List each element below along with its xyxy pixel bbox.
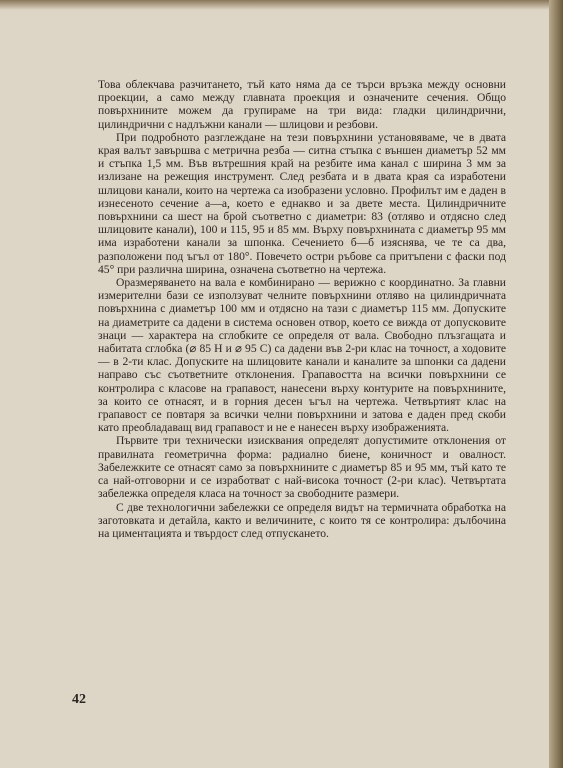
paragraph: Това облекчава разчитането, тъй като няма да се търси връзка между основни проекции, а само между главната проекция и означените сечения. Общо повърхнините можем да групираме на три вида: гладки цилиндрични, цилиндрични с надлъжни канали — шлицови и резбови. [98,78,506,131]
paragraph: Оразмеряването на вала е комбинирано — верижно с координатно. За главни измерителни бази се използуват челните повърхнини отляво на цилиндричната повърхнина с диаметър 100 мм и отдясно на тази с диаметър 115 мм. Допуските на диаметрите са дадени в система основен отвор, което се вижда от допусковите знаци — характера на сглобките се определя от вала. Свободно плъзгащата и набитата сглобка (⌀ 85 H и ⌀ 95 C) са дадени във 2-ри клас на точност, а ходовите — в 2-ти клас. Допуските на шлицовите канали и каналите за шпонки са дадени направо със съответните отклонения. Грапавостта на всички повърхнини се контролира с класове на грапавост, нанесени върху контурите на повърхнините, за които се отнасят, и в горния десен ъгъл на чертежа. Четвъртият клас на грапавост се повтаря за всички челни повърхнини и затова е даден пред скоби като преобладаващ вид грапавост и не е нанесен върху изображенията. [98,276,506,435]
page-top-shadow [0,0,563,10]
body-text [98,78,506,540]
page-number: 42 [72,692,86,707]
page-binding-edge [549,0,563,768]
paragraph: С две технологични забележки се определя видът на термичната обработка на заготовката и детайла, както и величините, с които тя се контролира: дълбочина на циментацията и твърдост след отпускането. [98,500,506,540]
paragraph: При подробното разглеждане на тези повърхнини установяваме, че в двата края валът завършва с метрична резба — ситна стъпка с външен диаметър 52 мм и стъпка 1,5 мм. Във вътрешния край на резбите има канал с ширина 3 мм за излизане на режещия инструмент. След резбата и в двата края са изработени шлицови канали, които на чертежа са изобразени условно. Профилът им е даден в изнесеното сечение а—а, което е еднакво и за двете места. Цилиндричните повърхнини са шест на брой съответно с диаметри: 83 (отляво и отдясно след шлицовите канали), 100 и 115, 95 и 85 мм. Върху повърхнината с диаметър 95 мм има изработени канали за шпонка. Сечението б—б изяснява, че те са два, разположени под ъгъл от 180°. Повечето остри ръбове са притъпени с фаски под 45° при различна ширина, означена съответно на чертежа. [98,130,506,276]
paragraph: Първите три технически изисквания определят допустимите отклонения от правилната геометрична форма: радиално биене, коничност и овалност. Забележките се отнасят само за повърхнините с диаметър 85 и 95 мм, тъй като те са най-отговорни и се изработват с най-висока точност (2-ри клас). Четвъртата забележка определя класа на точност за свободните размери. [98,434,506,501]
